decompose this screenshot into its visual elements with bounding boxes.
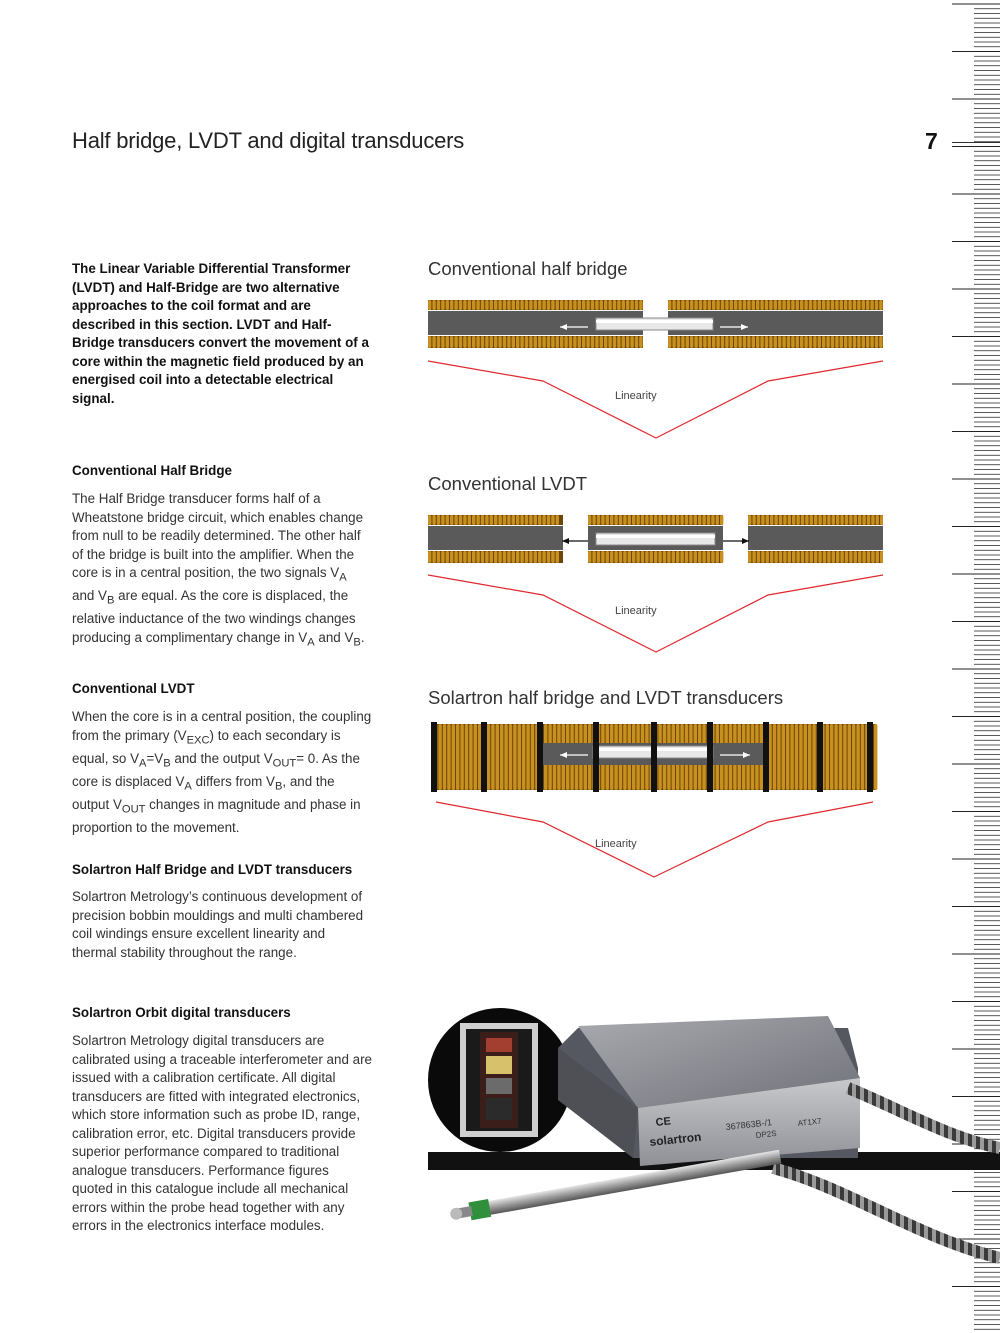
cable-lower [773,1168,1000,1258]
body-orbit: Solartron Metrology digital transducers are calibrated using a traceable interferometer and are issued with a calibration certificate. All digital transducers are fitted with integrated electronics, which store information such as probe ID, range, calibration error, etc. Digital transducers provide superior performance compared to traditional analogue transducers. Performance figures quoted in this catalogue include all mechanical errors within the probe head together with any errors in the electronics interface modules. [72,1033,372,1233]
heading-half-bridge: Conventional Half Bridge [72,463,232,478]
module-serial: 367863B-/1 [725,1117,773,1132]
intro-paragraph: The Linear Variable Differential Transformer (LVDT) and Half-Bridge are two alternative approaches to the coil format and are described in this section. LVDT and Half-Bridge transducers convert the movement of a core within the magnetic field produced by an energised coil into a detectable electrical signal. [72,261,369,406]
linearity-curve [436,802,873,877]
product-photo [428,1008,1000,1268]
linearity-label: Linearity [615,390,657,402]
diagram-title-lvdt: Conventional LVDT [428,473,588,494]
module-brand: solartron [648,1129,703,1149]
coil-assembly [428,515,883,563]
ce-mark: CE [655,1115,672,1129]
body-solartron: Solartron Metrology’s continuous development of precision bobbin mouldings and multi chambered coil windings ensure excellent linearity and thermal stability throughout the range. [72,889,364,960]
interface-module [558,1016,860,1166]
diagram-title-solartron: Solartron half bridge and LVDT transducers [428,687,784,708]
module-code: AT1X7 [797,1116,822,1128]
probe-cutaway-inset [428,1008,572,1152]
diagram-title-half-bridge: Conventional half bridge [428,258,628,279]
solartron-diagram [428,722,883,880]
body-lvdt: When the core is in a central position, the coupling from the primary $(V_{EXC})$ to each secondary is equal, so $V_A=V_B$ and the output $V_{OUT}= 0$. As the core is displaced $V_A$ differs from $V_B$, and the output $V_{OUT}$ changes in magnitude and phase in proportion to the movement. [72,709,372,836]
half-bridge-diagram [428,298,883,443]
body-half-bridge: The Half Bridge transducer forms half of a Wheatstone bridge circuit, which enables change from null to be readily determined. The other half of the bridge is built into the amplifier. When the core is in a central position, the two signals $V_A$ and $V_B$ are equal. As the core is displaced, the relative inductance of the two windings changes producing a complimentary change in $V_A$ and $V_B$. [72,491,365,649]
heading-solartron: Solartron Half Bridge and LVDT transducers [72,862,353,877]
module-model: DP2S [755,1128,778,1140]
coil-assembly [431,722,877,792]
lvdt-diagram [428,512,883,657]
page-number: 7 [925,128,938,154]
coil-assembly [428,300,883,348]
linearity-label: Linearity [595,838,637,850]
page-title: Half bridge, LVDT and digital transducers [72,128,465,153]
cable-upper [848,1088,1000,1148]
heading-orbit: Solartron Orbit digital transducers [72,1005,291,1020]
linearity-label: Linearity [615,605,657,617]
heading-lvdt: Conventional LVDT [72,681,195,696]
